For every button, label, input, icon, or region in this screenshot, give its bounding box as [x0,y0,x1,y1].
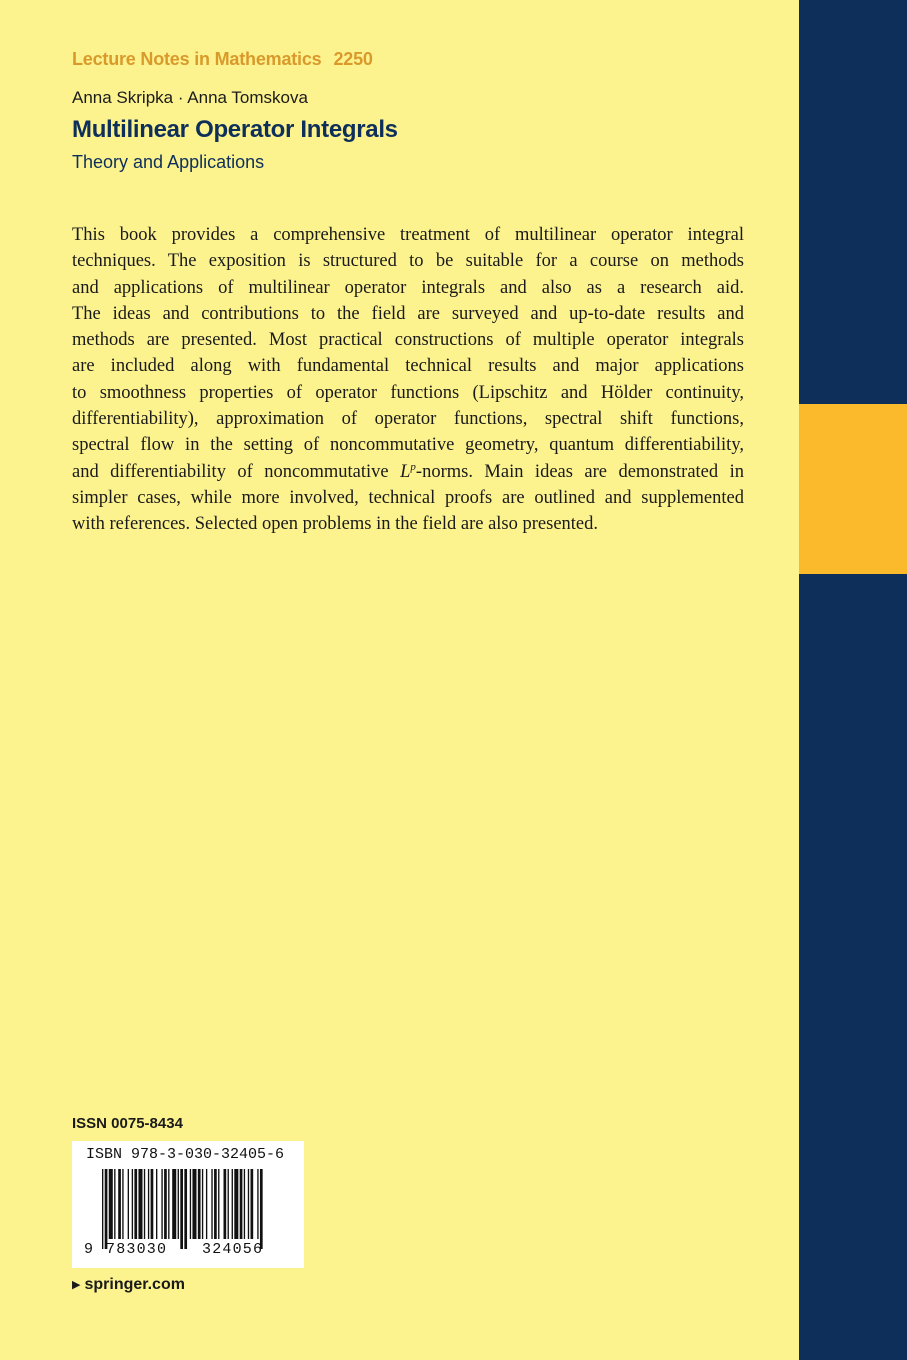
description-line: The ideas and contributions to the field are surveyed and up-to-date results and [72,303,744,324]
publisher-website[interactable] [72,1276,185,1294]
barcode [72,1141,304,1268]
book-description [72,222,744,538]
description-line: are included along with fundamental technical results and major applications [72,356,744,377]
arrow-right-icon: ▶ [72,1279,81,1291]
website-label: springer.com [84,1276,185,1293]
book-title: Multilinear Operator Integrals [72,116,398,143]
description-line: spectral flow in the setting of noncommutative geometry, quantum differentiability, [72,435,744,456]
description-line [72,459,744,485]
lp-superscript: p [410,460,416,473]
ean-left-group: 783030 [106,1241,168,1258]
description-line: This book provides a comprehensive treatment of multilinear operator integral [72,225,744,245]
description-fragment: -norms. Main ideas are demonstrated in [415,461,745,482]
ean-first-digit: 9 [84,1241,94,1258]
description-line: simpler cases, while more involved, technical proofs are outlined and supplemented [72,487,744,508]
description-line: and applications of multilinear operator integrals and also as a research aid. [72,277,744,298]
description-line: with references. Selected open problems in the field are also presented. [72,514,599,535]
book-subtitle: Theory and Applications [72,152,265,172]
issn: ISSN 0075-8434 [72,1115,183,1132]
authors: Anna Skripka · Anna Tomskova [72,88,308,107]
description-line: to smoothness properties of operator functions (Lipschitz and Hölder continuity, [72,382,744,403]
series-name: Lecture Notes in Mathematics [72,49,322,69]
series-line [72,49,373,70]
isbn-number: ISBN 978-3-030-32405-6 [86,1146,285,1163]
description-line: methods are presented. Most practical constructions of multiple operator integrals [72,330,744,351]
ean-right-group: 324056 [202,1241,264,1258]
cover-side-stripe [799,0,907,1360]
lp-symbol: L [400,461,411,482]
series-number: 2250 [333,49,373,69]
description-line: differentiability), approximation of operator functions, spectral shift functions, [72,409,744,430]
description-fragment: and differentiability of noncommutative [72,461,401,482]
cover-side-accent [799,404,907,574]
description-line: techniques. The exposition is structured to be suitable for a course on methods [72,251,744,272]
